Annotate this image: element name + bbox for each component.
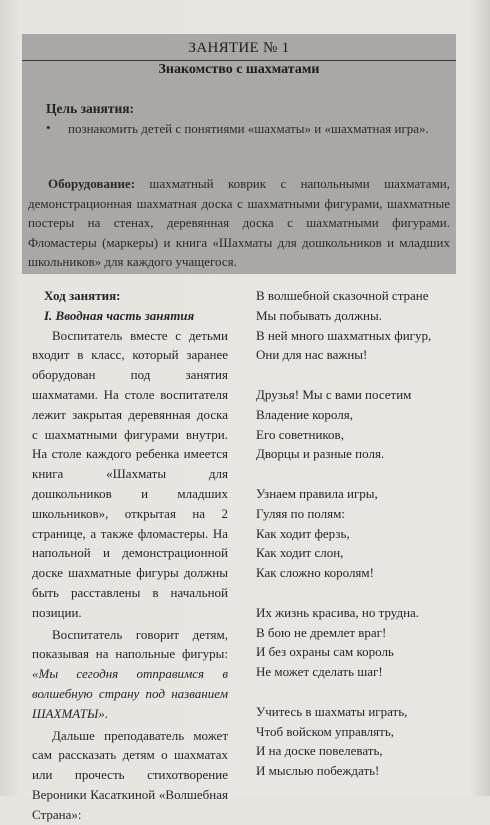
body-paragraph-3: Дальше преподаватель может сам рассказать детям о шахматах или прочесть стихотворение Вероники Касаткиной «Волшебная Страна»:	[32, 727, 228, 822]
poem-column	[256, 286, 466, 801]
poem-line: И на доске повелевать,	[256, 743, 383, 759]
paragraph-2-lead: Воспитатель говорит детям, показывая на напольные фигуры:	[32, 626, 228, 662]
poem-stanza	[256, 603, 466, 682]
poem-line: В волшебной сказочной стране	[256, 288, 429, 303]
poem-line: И мыслью побеждать!	[256, 763, 380, 779]
poem-line: Как ходит ферзь,	[256, 525, 350, 541]
section-heading: I. Вводная часть занятия	[44, 307, 195, 323]
poem-line: Друзья! Мы с вами посетим	[256, 386, 412, 402]
title-divider	[22, 60, 456, 61]
poem-stanza	[256, 702, 466, 781]
poem-line: В бою не дремлет враг!	[256, 624, 387, 640]
equipment-label: Оборудование:	[48, 176, 136, 191]
poem-line: Узнаем правила игры,	[256, 485, 378, 501]
goal-text: познакомить детей с понятиями «шахматы» и «шахматная игра».	[68, 121, 429, 136]
lesson-title: ЗАНЯТИЕ № 1	[188, 40, 290, 56]
poem-line: Как сложно королям!	[256, 565, 374, 581]
goal-heading: Цель занятия:	[46, 101, 135, 116]
poem-line: Они для нас важны!	[256, 347, 368, 363]
poem-line: Не может сделать шаг!	[256, 664, 383, 680]
poem-line: В ней много шахматных фигур,	[256, 327, 432, 343]
paragraph-2-end: .	[104, 705, 109, 721]
poem-stanza	[256, 385, 466, 464]
poem-line: Его советников,	[256, 426, 344, 442]
poem-line: Как ходит слон,	[256, 545, 344, 561]
poem-stanza	[256, 484, 466, 583]
poem-line: И без охраны сам король	[256, 644, 394, 660]
poem-line: Чтоб войском управлять,	[256, 723, 395, 739]
lesson-body-column	[32, 286, 228, 825]
poem-line: Их жизнь красива, но трудна.	[256, 604, 420, 620]
poem-line: Учитесь в шахматы играть,	[256, 703, 408, 719]
body-paragraph-2	[32, 625, 228, 724]
body-paragraph-1: Воспитатель вместе с детьми входит в класс, который заранее оборудован под занятия шахматами. На столе воспитателя лежит закрытая деревянная доска с шахматными фигурами внутри. На столе каждого ребенка имеется книга «Шахматы для дошкольников и младших школьников», открытая на 2 странице, а также фломастеры. На напольной и демонстрационной доске шахматные фигуры должны быть расставлены в начальной позиции.	[32, 327, 228, 620]
lesson-flow-heading: Ход занятия:	[44, 288, 121, 303]
equipment-paragraph	[28, 174, 450, 272]
goal-bullet: •	[46, 120, 51, 135]
poem-line: Владение короля,	[256, 406, 353, 422]
poem-line: Дворцы и разные поля.	[256, 446, 385, 462]
teacher-quote: «Мы сегодня отправимся в волшебную страну под названием ШАХМАТЫ»	[32, 666, 228, 721]
poem-line: Гуляя по полям:	[256, 505, 345, 521]
poem-stanza	[256, 286, 466, 365]
poem-line: Мы побывать должны.	[256, 307, 382, 323]
equipment-text: шахматный коврик с напольными шахматами, демонстрационная шахматная доска с шахматными фигурами, шахматные постеры на стенах, деревянная доска с шахматными фигурами. Фломастеры (маркеры) и книга «Шахматы для дошкольников и младших школьников» для каждого учащегося.	[28, 176, 450, 270]
lesson-subtitle: Знакомство с шахматами	[158, 62, 320, 77]
